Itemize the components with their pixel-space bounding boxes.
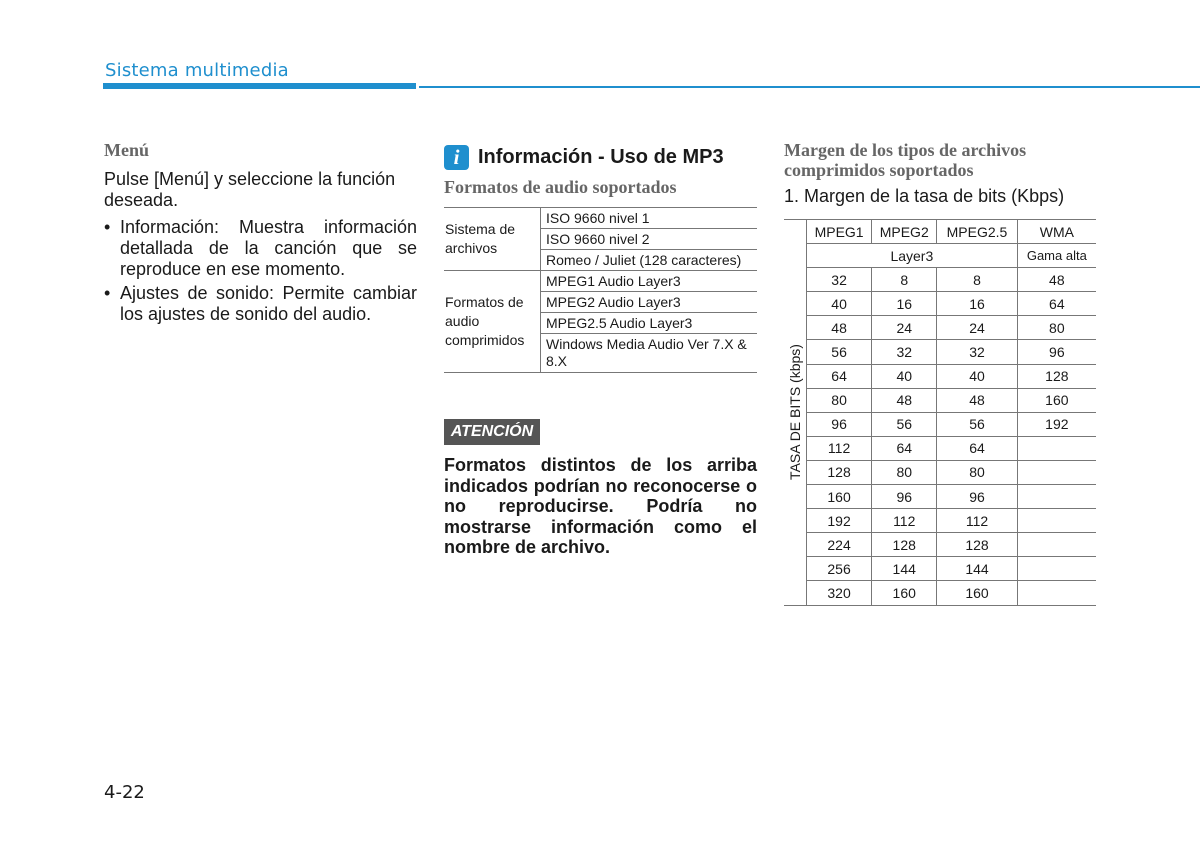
bitrate-cell: 48 <box>807 316 872 340</box>
bitrate-cell: 160 <box>807 485 872 509</box>
info-title-row <box>444 143 757 171</box>
bitrate-cell: 64 <box>807 364 872 388</box>
table-row <box>784 388 1096 412</box>
mp3-info-section <box>444 143 757 198</box>
formats-cell: Windows Media Audio Ver 7.X & 8.X <box>541 334 758 373</box>
bitrate-cell: 40 <box>807 292 872 316</box>
bitrate-cell: 192 <box>807 509 872 533</box>
bitrate-cell: 112 <box>872 509 937 533</box>
bitrate-cell <box>1017 581 1096 605</box>
bitrate-cell: 144 <box>937 557 1017 581</box>
bitrate-cell: 56 <box>937 412 1017 436</box>
bitrate-side-label-cell <box>784 220 807 606</box>
table-subheader-row <box>784 244 1096 268</box>
bitrate-cell: 24 <box>872 316 937 340</box>
bitrate-cell: 160 <box>937 581 1017 605</box>
attention-badge: ATENCIÓN <box>444 419 540 445</box>
bitrate-cell: 80 <box>1017 316 1096 340</box>
menu-bullet-list <box>104 217 417 325</box>
bitrate-cell: 56 <box>807 340 872 364</box>
bitrate-table-wrap <box>784 219 1096 606</box>
table-row <box>784 316 1096 340</box>
table-row <box>444 208 757 229</box>
bitrate-cell: 48 <box>937 388 1017 412</box>
list-item <box>104 283 417 325</box>
bitrate-cell <box>1017 557 1096 581</box>
attention-text: Formatos distintos de los arriba indicados podrían no reconocerse o no reproducirse. Podría no mostrarse información como el nombre de archivo. <box>444 455 757 557</box>
menu-heading: Menú <box>104 140 149 160</box>
column-header: MPEG2 <box>872 220 937 244</box>
column-header: WMA <box>1017 220 1096 244</box>
bitrate-cell: 256 <box>807 557 872 581</box>
bitrate-cell: 80 <box>872 460 937 484</box>
bitrate-cell: 112 <box>807 436 872 460</box>
bitrate-cell: 64 <box>872 436 937 460</box>
formats-cell: MPEG2 Audio Layer3 <box>541 292 758 313</box>
formats-table <box>444 207 757 373</box>
page-number: 4-22 <box>104 782 145 803</box>
table-row <box>444 271 757 292</box>
bitrate-cell: 160 <box>1017 388 1096 412</box>
bullet-icon: • <box>104 217 111 237</box>
list-item <box>104 217 417 280</box>
bitrate-cell: 128 <box>807 460 872 484</box>
table-row <box>784 509 1096 533</box>
table-row <box>784 533 1096 557</box>
bitrate-table <box>784 219 1096 606</box>
range-subheading: 1. Margen de la tasa de bits (Kbps) <box>784 186 1065 206</box>
info-title: Información - Uso de MP3 <box>478 145 724 168</box>
bitrate-cell: 8 <box>872 268 937 292</box>
bitrate-cell: 96 <box>872 485 937 509</box>
bitrate-cell: 96 <box>1017 340 1096 364</box>
bitrate-cell <box>1017 509 1096 533</box>
formats-cell: Romeo / Juliet (128 caracteres) <box>541 250 758 271</box>
bitrate-cell <box>1017 485 1096 509</box>
range-heading: Margen de los tipos de archivos comprimidos soportados <box>784 140 1027 180</box>
bitrate-cell: 16 <box>937 292 1017 316</box>
table-row <box>784 412 1096 436</box>
formats-cell: MPEG1 Audio Layer3 <box>541 271 758 292</box>
bitrate-cell: 224 <box>807 533 872 557</box>
formats-cell: ISO 9660 nivel 1 <box>541 208 758 229</box>
bitrate-cell: 192 <box>1017 412 1096 436</box>
bitrate-cell: 320 <box>807 581 872 605</box>
section-title: Sistema multimedia <box>105 60 289 81</box>
bullet-text: Ajustes de sonido: Permite cambiar los ajustes de sonido del audio. <box>120 283 417 324</box>
table-row <box>784 485 1096 509</box>
bitrate-cell: 64 <box>937 436 1017 460</box>
bitrate-side-label: TASA DE BITS (kbps) <box>787 344 803 481</box>
table-row <box>784 460 1096 484</box>
bitrate-cell: 56 <box>872 412 937 436</box>
bitrate-cell: 128 <box>1017 364 1096 388</box>
bitrate-cell: 96 <box>807 412 872 436</box>
wma-range-label: Gama alta <box>1017 244 1096 268</box>
bitrate-cell: 48 <box>1017 268 1096 292</box>
bitrate-cell: 24 <box>937 316 1017 340</box>
bitrate-cell: 96 <box>937 485 1017 509</box>
bitrate-cell <box>1017 460 1096 484</box>
bitrate-cell: 48 <box>872 388 937 412</box>
layer-label: Layer3 <box>807 244 1018 268</box>
bitrate-cell <box>1017 533 1096 557</box>
bitrate-cell: 32 <box>872 340 937 364</box>
bullet-icon: • <box>104 283 111 303</box>
bitrate-cell: 64 <box>1017 292 1096 316</box>
bitrate-cell: 8 <box>937 268 1017 292</box>
bitrate-cell: 32 <box>937 340 1017 364</box>
column-header: MPEG1 <box>807 220 872 244</box>
bitrate-cell: 40 <box>937 364 1017 388</box>
bitrate-cell: 80 <box>807 388 872 412</box>
bullet-text: Información: Muestra información detallada de la canción que se reproduce en ese momento. <box>120 217 417 279</box>
formats-group-compressed: Formatos de audio comprimidos <box>444 271 541 373</box>
formats-cell: ISO 9660 nivel 2 <box>541 229 758 250</box>
range-section <box>784 140 1096 207</box>
column-header: MPEG2.5 <box>937 220 1017 244</box>
table-row <box>784 364 1096 388</box>
bitrate-cell <box>1017 436 1096 460</box>
bitrate-cell: 16 <box>872 292 937 316</box>
menu-intro: Pulse [Menú] y seleccione la función deseada. <box>104 169 396 210</box>
table-row <box>784 292 1096 316</box>
table-row <box>784 436 1096 460</box>
formats-group-filesystem: Sistema de archivos <box>444 208 541 271</box>
table-row <box>784 581 1096 605</box>
header-rule-thin <box>419 86 1200 88</box>
table-row <box>784 268 1096 292</box>
menu-section <box>104 140 417 328</box>
table-row <box>784 340 1096 364</box>
header-rule-thick <box>103 83 416 89</box>
info-icon: i <box>444 145 469 170</box>
bitrate-cell: 112 <box>937 509 1017 533</box>
table-header-row <box>784 220 1096 244</box>
bitrate-cell: 160 <box>872 581 937 605</box>
bitrate-cell: 32 <box>807 268 872 292</box>
bitrate-cell: 128 <box>872 533 937 557</box>
bitrate-cell: 144 <box>872 557 937 581</box>
table-row <box>784 557 1096 581</box>
formats-cell: MPEG2.5 Audio Layer3 <box>541 313 758 334</box>
bitrate-cell: 80 <box>937 460 1017 484</box>
bitrate-cell: 128 <box>937 533 1017 557</box>
formats-heading: Formatos de audio soportados <box>444 177 677 197</box>
bitrate-cell: 40 <box>872 364 937 388</box>
